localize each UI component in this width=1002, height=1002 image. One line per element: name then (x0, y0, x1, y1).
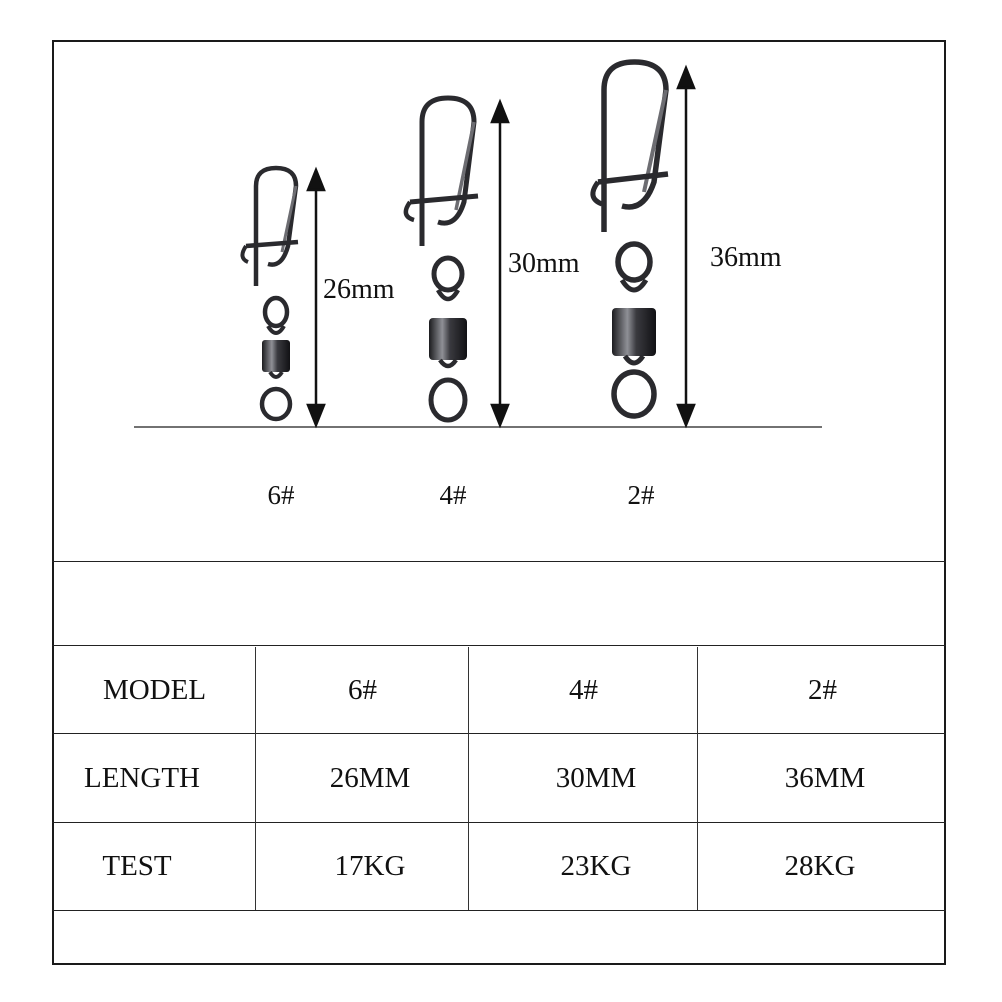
table-cell: 23KG (560, 850, 632, 882)
divider (52, 733, 946, 734)
table-cell: 36MM (784, 762, 866, 794)
double-arrow-icon (678, 68, 694, 425)
divider (52, 910, 946, 911)
divider (52, 645, 946, 646)
size-label: 4# (439, 480, 467, 510)
snap-swivel-icon (593, 62, 668, 416)
snap-swivel-icon (242, 168, 298, 419)
table-cell: 26MM (329, 762, 411, 794)
dimension-label: 36mm (710, 242, 782, 273)
snap-swivel-icon (406, 98, 478, 420)
dimension-label: 26mm (323, 274, 395, 305)
table-header: 6# (348, 674, 377, 706)
double-arrow-icon (492, 102, 508, 425)
divider (52, 561, 946, 562)
table-cell: TEST (102, 850, 172, 882)
table-header: MODEL (102, 674, 207, 706)
table-cell: 28KG (784, 850, 856, 882)
column-divider (255, 647, 256, 910)
size-label: 2# (627, 480, 655, 510)
table-header: 2# (808, 674, 837, 706)
double-arrow-icon (308, 170, 324, 425)
table-cell: LENGTH (84, 762, 200, 794)
dimension-label: 30mm (508, 248, 580, 279)
size-label: 6# (267, 480, 295, 510)
table-cell: 17KG (334, 850, 406, 882)
divider (52, 822, 946, 823)
table-header: 4# (569, 674, 598, 706)
table-cell: 30MM (555, 762, 637, 794)
